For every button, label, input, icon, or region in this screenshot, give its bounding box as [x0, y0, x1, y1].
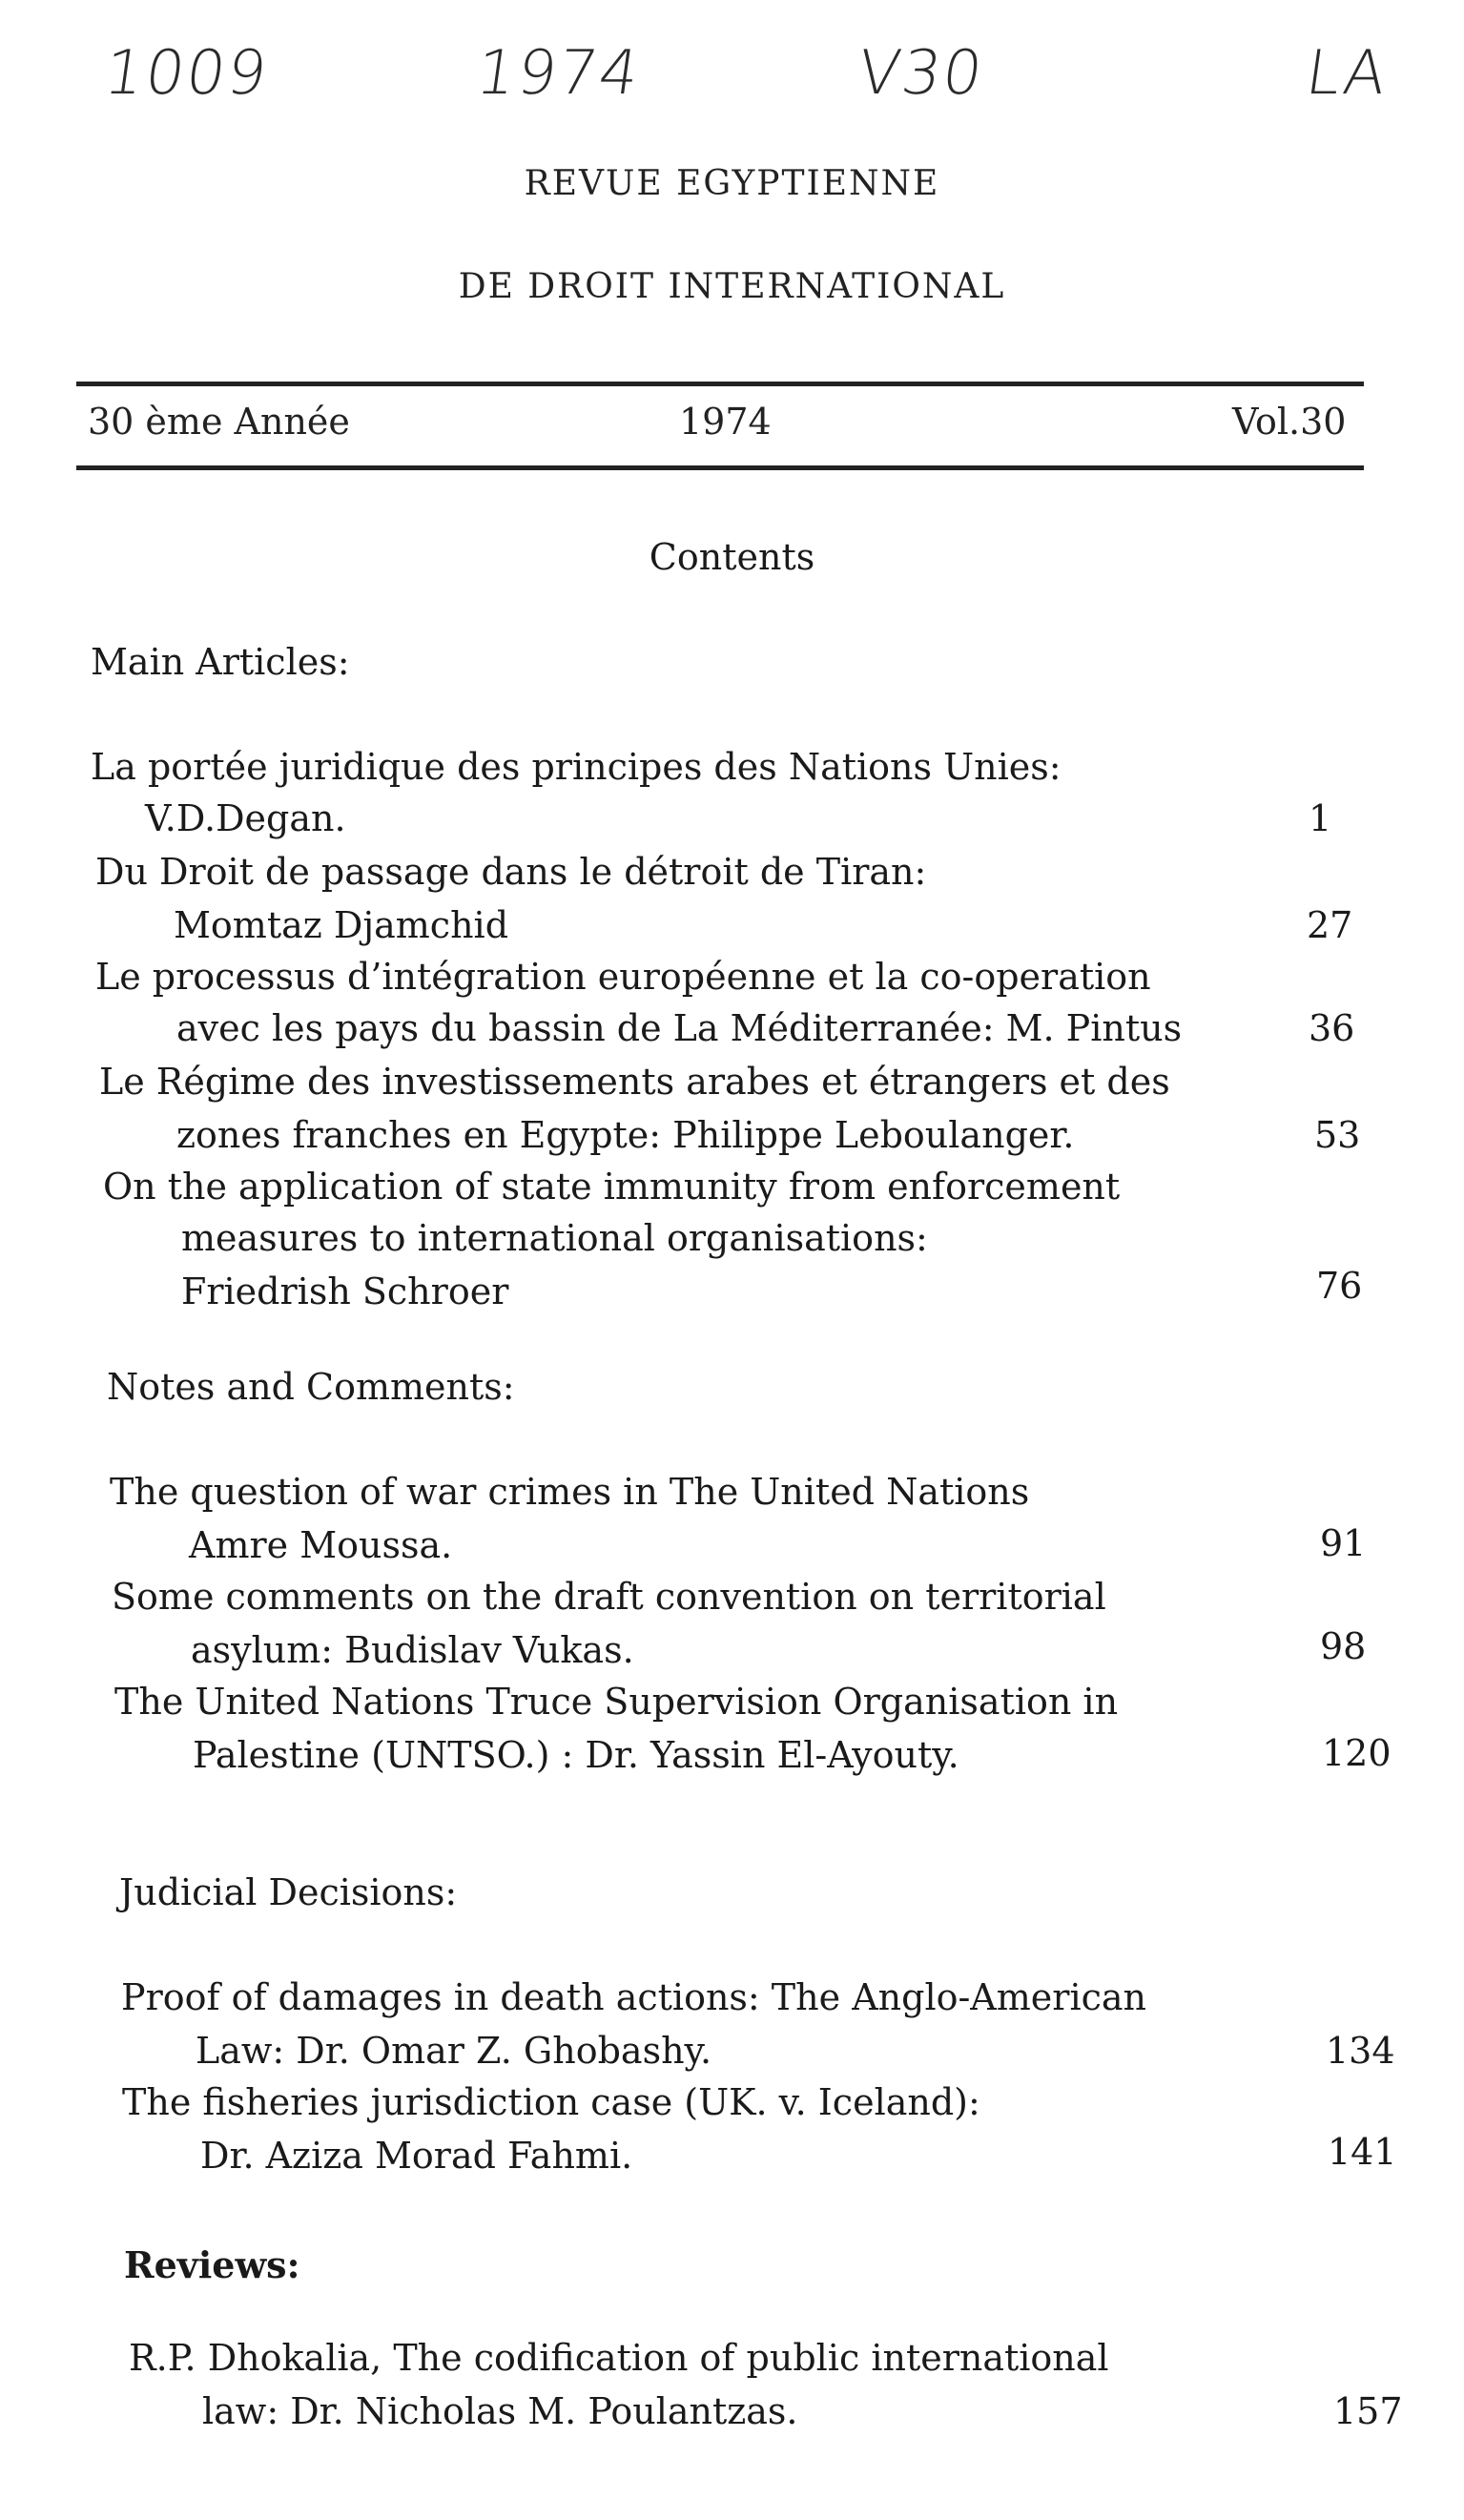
page-number: 27: [1307, 904, 1353, 946]
handwritten-note-la: LA: [1301, 38, 1393, 109]
handwritten-note-v30: V30: [853, 38, 989, 109]
entry-author: Amre Moussa.: [189, 1524, 453, 1566]
contents-heading: Contents: [649, 536, 815, 578]
entry-author: Palestine (UNTSO.) : Dr. Yassin El-Ayouty.: [193, 1734, 959, 1776]
journal-title-line2: DE DROIT INTERNATIONAL: [458, 267, 1006, 306]
section-heading-judicial-decisions: Judicial Decisions:: [119, 1871, 458, 1913]
entry-author: Dr. Aziza Morad Fahmi.: [200, 2135, 633, 2177]
entry-author: Law: Dr. Omar Z. Ghobashy.: [196, 2030, 712, 2072]
entry-author: asylum: Budislav Vukas.: [191, 1629, 634, 1671]
entry-author: Friedrish Schroer: [181, 1270, 509, 1312]
entry-title: Proof of damages in death actions: The Anglo-American: [121, 1976, 1147, 2018]
entry-author: avec les pays du bassin de La Méditerranée: M. Pintus: [176, 1007, 1183, 1049]
page-number: 134: [1326, 2030, 1395, 2072]
entry-title: La portée juridique des principes des Nations Unies:: [91, 746, 1062, 788]
entry-title: Some comments on the draft convention on territorial: [112, 1576, 1106, 1618]
section-heading-notes-comments: Notes and Comments:: [107, 1366, 515, 1408]
entry-title: Le processus d’intégration européenne et la co-operation: [95, 956, 1151, 998]
entry-author: zones franches en Egypte: Philippe Leboulanger.: [176, 1114, 1075, 1156]
entry-author: law: Dr. Nicholas M. Poulantzas.: [202, 2390, 798, 2432]
handwritten-note-1974: 1974: [471, 38, 646, 109]
page-number: 76: [1316, 1265, 1363, 1307]
page-number: 98: [1320, 1625, 1367, 1667]
page-number: 157: [1333, 2390, 1403, 2432]
journal-title-line1: REVUE EGYPTIENNE: [524, 164, 940, 203]
entry-subtitle: measures to international organisations:: [181, 1217, 928, 1259]
volume-label: Vol.30: [1232, 401, 1347, 443]
entry-title: Le Régime des investissements arabes et étrangers et des: [99, 1061, 1170, 1103]
entry-author: V.D.Degan.: [145, 797, 346, 839]
entry-title: The United Nations Truce Supervision Organisation in: [114, 1681, 1119, 1723]
page-number: 91: [1320, 1522, 1367, 1564]
page-number: 141: [1328, 2131, 1397, 2173]
entry-title: R.P. Dhokalia, The codification of public international: [129, 2337, 1109, 2379]
page-number: 1: [1309, 797, 1332, 839]
entry-author: Momtaz Djamchid: [174, 904, 509, 946]
section-heading-main-articles: Main Articles:: [91, 641, 350, 683]
year-label: 1974: [679, 401, 772, 443]
entry-title: The fisheries jurisdiction case (UK. v. Iceland):: [122, 2081, 980, 2123]
top-rule: [76, 382, 1364, 386]
entry-title: On the application of state immunity from enforcement: [103, 1166, 1121, 1208]
page-number: 36: [1309, 1007, 1355, 1049]
bottom-rule: [76, 465, 1364, 470]
handwritten-note-1009: 1009: [99, 38, 274, 109]
annee-label: 30 ème Année: [88, 401, 350, 443]
entry-title: Du Droit de passage dans le détroit de Tiran:: [95, 851, 927, 893]
page-number: 120: [1322, 1732, 1392, 1774]
entry-title: The question of war crimes in The United Nations: [110, 1471, 1030, 1513]
section-heading-reviews: Reviews:: [124, 2243, 300, 2286]
page-number: 53: [1314, 1114, 1361, 1156]
